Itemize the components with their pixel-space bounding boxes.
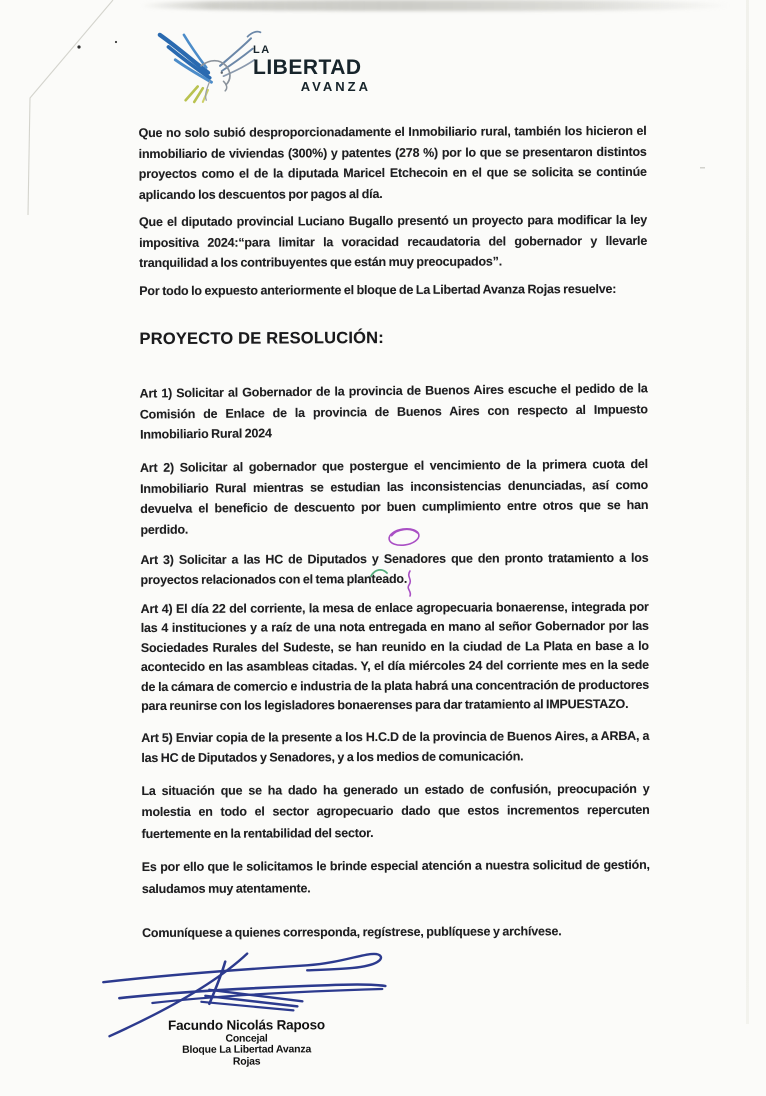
order-line: Comuníquese a quienes corresponda, regístrese, publíquese y archívese.: [142, 924, 562, 941]
article-1: Art 1) Solicitar al Gobernador de la provincia de Buenos Aires escuche el pedido de la Comisión de Enlace de la provincia de Buenos Aires con respecto al Impuesto Inmobiliario Rural 2024: [139, 381, 648, 442]
article-5: Art 5) Enviar copia de la presente a los H.C.D de la provincia de Buenos Aires, a ARBA, a las HC de Diputados y Senadores, y a los medios de comunicación.: [141, 728, 650, 766]
logo-word-libertad: LIBERTAD: [253, 56, 362, 79]
closing-paragraph-1: La situación que se ha dado ha generado un estado de confusión, preocupación y molestia en todo el sector agropecuario dado que estos incrementos repercuten fuertemente en la rentabilidad del sector.: [141, 781, 650, 841]
intro-paragraph-3: Por todo lo expuesto anteriormente el bloque de La Libertad Avanza Rojas resuelve:: [139, 281, 617, 298]
article-3: Art 3) Solicitar a las HC de Diputados y Senadores que den pronto tratamiento a los proyectos relacionados con el tema planteado.: [140, 550, 649, 588]
article-2: Art 2) Solicitar al gobernador que postergue el vencimiento de la primera cuota del Inmobiliario Rural mientras se estudian las inconsistencias denunciadas, así como devuelva el beneficio de descuento por buen cumplimiento entre otros que se han perdido.: [139, 456, 649, 536]
logo-word-la: LA: [253, 44, 271, 56]
signatory-bloc: Bloque La Libertad Avanza: [182, 1043, 312, 1056]
logo-word-avanza: AVANZA: [300, 79, 371, 94]
signatory-block: [160, 1017, 332, 1068]
signatory-role: Concejal: [225, 1032, 268, 1045]
intro-paragraph-1: Que no solo subió desproporcionadamente el Inmobiliario rural, también los hicieron el inmobiliario de viviendas (300%) y patentes (278 %) por lo que se presentaron distintos proyectos como el de la diputada Maricel Etchecoin en el que se solicita se continúe aplicando los descuentos por pagos al día.: [138, 123, 647, 202]
signature-area: [142, 943, 651, 1095]
closing-paragraph-2: Es por ello que le solicitamos le brinde especial atención a nuestra solicitud de gestión, saludamos muy atentamente.: [141, 857, 650, 896]
resolution-heading: PROYECTO DE RESOLUCIÓN:: [139, 328, 385, 349]
intro-paragraph-2: Que el diputado provincial Luciano Bugallo presentó un proyecto para modificar la ley impositiva 2024:“para limitar la voracidad recaudatoria del gobernador y llevarle tranquilidad a los contribuyentes que están muy preocupados”.: [138, 212, 648, 271]
signatory-name: Facundo Nicolás Raposo: [167, 1016, 325, 1033]
article-4: Art 4) El día 22 del corriente, la mesa de enlace agropecuaria bonaerense, integrada por las 4 instituciones y a raíz de una nota entregada en mano al señor Gobernador por las Sociedades Rurales del Sudeste, se han reunido en la ciudad de La Plata en base a lo acontecido en las asambleas citadas. Y, el día miércoles 24 del corriente mes en la sede de la cámara de comercio e industria de la plata habrá una concentración de productores para reunirse con los legisladores bonaerenses para dar tratamiento al IMPUESTAZO.: [140, 599, 650, 714]
signatory-city: Rojas: [232, 1055, 261, 1068]
